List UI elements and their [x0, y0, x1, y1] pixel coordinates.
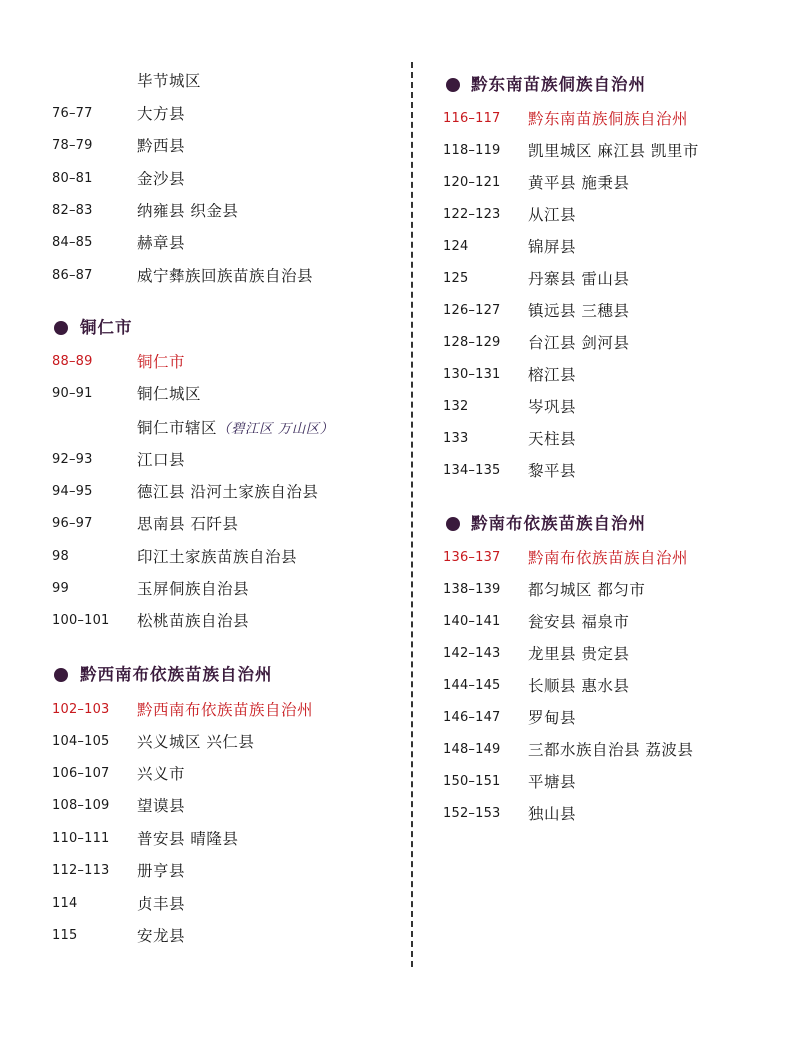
page-range: 138–139 [443, 582, 501, 597]
page-range: 112–113 [52, 863, 110, 878]
place-name: 松桃苗族自治县 [137, 612, 250, 630]
page-range: 104–105 [52, 734, 110, 749]
page-range: 96–97 [52, 516, 93, 531]
place-name: 都匀城区 都匀市 [528, 581, 646, 599]
place-name: 凯里城区 麻江县 凯里市 [528, 142, 699, 160]
page-range: 80–81 [52, 171, 93, 186]
page-range: 108–109 [52, 798, 110, 813]
place-name: 普安县 晴隆县 [137, 830, 239, 848]
place-name: 铜仁市 [137, 353, 186, 371]
place-name: 兴义市 [137, 765, 186, 783]
page-range: 128–129 [443, 335, 501, 350]
page-range: 99 [52, 581, 69, 596]
page-range: 122–123 [443, 207, 501, 222]
page-range: 133 [443, 431, 469, 446]
page-range: 90–91 [52, 386, 93, 401]
place-name: 黎平县 [528, 462, 577, 480]
page-range: 142–143 [443, 646, 501, 661]
page-range: 78–79 [52, 138, 93, 153]
place-name: 黔西县 [137, 137, 186, 155]
place-name: 瓮安县 福泉市 [528, 613, 630, 631]
page-range: 132 [443, 399, 469, 414]
section-title: 黔西南布依族苗族自治州 [80, 665, 273, 684]
place-name: 独山县 [528, 805, 577, 823]
place-name: 黄平县 施秉县 [528, 174, 630, 192]
place-name: 印江土家族苗族自治县 [137, 548, 298, 566]
place-name: 贞丰县 [137, 895, 186, 913]
place-name: 榕江县 [528, 366, 577, 384]
place-name: 纳雍县 织金县 [137, 202, 239, 220]
place-name: 册亨县 [137, 862, 186, 880]
place-name: 黔西南布依族苗族自治州 [137, 701, 314, 719]
place-name-sub: （碧江区 万山区） [217, 421, 334, 437]
page-range: 116–117 [443, 111, 501, 126]
page-range: 118–119 [443, 143, 501, 158]
page-range: 102–103 [52, 702, 110, 717]
place-name: 长顺县 惠水县 [528, 677, 630, 695]
section-title: 黔南布依族苗族自治州 [471, 514, 646, 533]
place-name: 黔南布依族苗族自治州 [528, 549, 689, 567]
column-divider [411, 62, 413, 967]
page-range: 92–93 [52, 452, 93, 467]
right-column [414, 0, 790, 1043]
page-range: 120–121 [443, 175, 501, 190]
place-name: 大方县 [137, 105, 186, 123]
place-name: 毕节城区 [137, 72, 202, 90]
page-range: 84–85 [52, 235, 93, 250]
page-range: 98 [52, 549, 69, 564]
place-name: 从江县 [528, 206, 577, 224]
place-name: 岑巩县 [528, 398, 577, 416]
page-range: 150–151 [443, 774, 501, 789]
place-name-main: 铜仁市辖区 [137, 419, 218, 437]
place-name: 金沙县 [137, 170, 186, 188]
page-range: 125 [443, 271, 469, 286]
place-name: 平塘县 [528, 773, 577, 791]
page-range: 134–135 [443, 463, 501, 478]
place-name: 望谟县 [137, 797, 186, 815]
page-range: 114 [52, 896, 78, 911]
page-range: 88–89 [52, 354, 93, 369]
page-range: 126–127 [443, 303, 501, 318]
page-range: 76–77 [52, 106, 93, 121]
section-title: 铜仁市 [80, 318, 133, 337]
page-range: 124 [443, 239, 469, 254]
place-name: 镇远县 三穗县 [528, 302, 630, 320]
page-range: 144–145 [443, 678, 501, 693]
page-range: 115 [52, 928, 78, 943]
place-name: 台江县 剑河县 [528, 334, 630, 352]
place-name: 罗甸县 [528, 709, 577, 727]
place-name: 德江县 沿河土家族自治县 [137, 483, 319, 501]
page-range: 106–107 [52, 766, 110, 781]
page-range: 86–87 [52, 268, 93, 283]
place-name: 思南县 石阡县 [137, 515, 239, 533]
page-range: 82–83 [52, 203, 93, 218]
page-range: 94–95 [52, 484, 93, 499]
page-range: 148–149 [443, 742, 501, 757]
page-range: 146–147 [443, 710, 501, 725]
place-name: 三都水族自治县 荔波县 [528, 741, 694, 759]
bullet-dot-icon [54, 668, 68, 682]
place-name: 丹寨县 雷山县 [528, 270, 630, 288]
page-range: 100–101 [52, 613, 110, 628]
place-name: 玉屏侗族自治县 [137, 580, 250, 598]
place-name [137, 415, 334, 442]
page-range: 130–131 [443, 367, 501, 382]
page-range: 110–111 [52, 831, 110, 846]
page-range: 152–153 [443, 806, 501, 821]
place-name: 兴义城区 兴仁县 [137, 733, 255, 751]
bullet-dot-icon [446, 517, 460, 531]
section-title: 黔东南苗族侗族自治州 [471, 75, 646, 94]
bullet-dot-icon [446, 78, 460, 92]
place-name: 天柱县 [528, 430, 577, 448]
bullet-dot-icon [54, 321, 68, 335]
place-name: 龙里县 贵定县 [528, 645, 630, 663]
place-name: 安龙县 [137, 927, 186, 945]
page-range: 136–137 [443, 550, 501, 565]
place-name: 赫章县 [137, 234, 186, 252]
place-name: 铜仁城区 [137, 385, 202, 403]
place-name: 黔东南苗族侗族自治州 [528, 110, 689, 128]
place-name: 江口县 [137, 451, 186, 469]
page-range: 140–141 [443, 614, 501, 629]
place-name: 威宁彝族回族苗族自治县 [137, 267, 314, 285]
place-name: 锦屏县 [528, 238, 577, 256]
